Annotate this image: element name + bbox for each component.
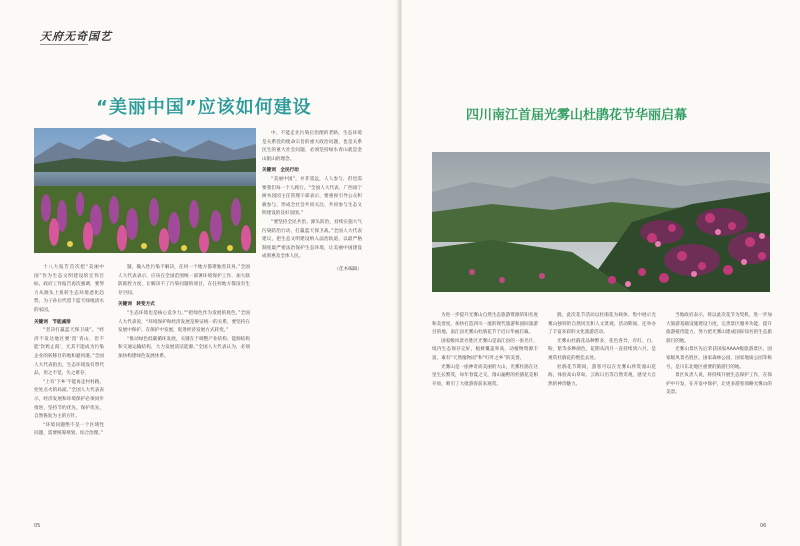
paragraph: 国家级风景名胜区光雾山是南江县的一张名片，境内生态保存完好，植被覆盖率高，动植物资源丰富，素有“天然植物园”和“红叶之乡”的美誉。 bbox=[432, 338, 538, 361]
paragraph: “生态环境也是核心竞争力。”“把绿色作为发展的底色，”全国人大代表说，“环境保护和经济发展是辩证统一的关系，要坚持在发展中保护、在保护中发展，促进经济发展方式转变。” bbox=[118, 310, 250, 334]
azalea-mountain-photo-icon bbox=[432, 152, 770, 292]
right-col-1 bbox=[432, 312, 538, 516]
paragraph: 题，输入性污染不解决，任何一个地方都难独善其身。”全国人大代表表示，应该在全国范围统一部署环境保护工作，加大联防联控力度，让解决不了污染问题的项目，在任何地方都没有生存空间。 bbox=[118, 265, 250, 296]
paragraph: 当地政府表示，将以此次花节为契机，进一步加大旅游基础设施建设力度，完善景区服务功能，提升旅游接待能力，努力把光雾山建成国际知名的生态旅游目的地。 bbox=[666, 313, 772, 344]
paragraph: 杜鹃花节期间，游客可以在光雾山欣赏漫山花海，体验高山草甸、云海日出等自然奇观，感受大自然的神奇魅力。 bbox=[548, 364, 656, 387]
paragraph: 中，不能走先污染后治理的老路，生态环境是关系党的使命宗旨的重大政治问题，也是关系民生的重大社会问题，必须坚持绿水青山就是金山银山的理念。 bbox=[262, 131, 362, 162]
left-col-3 bbox=[262, 130, 362, 516]
right-page bbox=[402, 0, 800, 546]
paragraph: 光雾山是一座神奇而美丽的大山，光雾杜鹃在这里生长繁茂，每年春夏之交，漫山遍野的杜鹃花竞相开放，吸引了大批游客前来观赏。 bbox=[432, 364, 538, 387]
photo-mountain-flowers bbox=[34, 128, 256, 253]
paragraph: “推动绿色低碳循环发展，关键在于调整产业结构、能源结构和交通运输结构，大力发展清洁能源。”全国人大代表认为，必须加快构建绿色发展体系。 bbox=[118, 336, 250, 359]
paragraph: 鹃，此次花节活动以杜鹃花为载体，集中展示光雾山独特的自然风光和人文景观，活动期间，还举办了丰富多彩的文化旅游活动。 bbox=[548, 313, 656, 336]
author-credit: （佳木编辑） bbox=[334, 266, 362, 272]
paragraph: “环境问题绝不是一个区域性问题，需要统筹规划、综合治理。” bbox=[34, 422, 104, 437]
paragraph: 景区负责人说，将持续开展生态保护工作，在保护中开发，在开发中保护，让更多游客领略光雾山的美景。 bbox=[666, 373, 772, 396]
left-col-2 bbox=[118, 264, 250, 516]
paragraph: 光雾山杜鹃花品种繁多，花色各异，有红、白、粉、紫等多种颜色，花期从四月一直持续到六月，是观赏杜鹃花的绝佳去处。 bbox=[548, 338, 656, 361]
right-col-2 bbox=[548, 312, 656, 516]
masthead-rule bbox=[40, 44, 88, 45]
paragraph: “上有‘下乡’不能再走村村路，处处点火的局面。”全国人大代表表示，经济发展和环境保护必须同步推进，坚持节约优先、保护优先、自然恢复为主的方针。 bbox=[34, 379, 104, 420]
keyword-heading: 关键词 节能减排 bbox=[34, 319, 71, 325]
paragraph: 十八大报告首次把“美丽中国”作为生态文明建设的宏伟目标，政府工作报告再次强调，要努力从源头上扭转生态环境恶化趋势，为子孙后代留下蓝天绿地清水的家园。 bbox=[34, 265, 104, 313]
headline-azalea-festival: 四川南江首届光雾山杜鹃花节华丽启幕 bbox=[466, 108, 688, 123]
paragraph: “坚决打赢蓝天保卫战”。“经济不发达地区要‘留’青山，但不能‘饮鸩止渴’，尤其不能成为污染企业的转移目的地和避风港。”全国人大代表指出，生态环境没有替代品，用之不觉，失之难存。 bbox=[34, 328, 104, 377]
right-col-3 bbox=[666, 312, 772, 516]
paragraph: 光雾山景区先后荣获国家AAAA级旅游景区、国家级风景名胜区、国家森林公园、国家地质公园等称号，是川东北地区重要的旅游目的地。 bbox=[666, 347, 772, 370]
left-col-1 bbox=[34, 264, 104, 516]
masthead-logo: 天府无奇国艺 bbox=[40, 30, 112, 43]
headline-beautiful-china: “美丽中国”应该如何建设 bbox=[96, 97, 312, 118]
mountain-flower-photo-icon bbox=[34, 128, 256, 253]
page-number-left: 05 bbox=[34, 523, 41, 529]
keyword-heading: 关键词 全民行动 bbox=[262, 168, 299, 174]
keyword-heading: 关键词 转变方式 bbox=[118, 302, 155, 308]
paragraph: “美丽中国”，并非遥远，人人参与，但也需要我们每一个人践行。“全国人大代表、广西南宁树木园园主任管理干部表示，要重视引导公众积极参与，形成全社会共同关注、共同参与生态文明建设的良好氛围。” bbox=[262, 176, 362, 217]
left-page bbox=[0, 0, 398, 546]
page-number-right: 06 bbox=[760, 523, 767, 529]
photo-azalea-mountain bbox=[432, 152, 770, 292]
paragraph: “要坚持全民共治、源头防治，持续实施大气污染防治行动，打赢蓝天保卫战。”全国人大代表建议，把生态文明建设纳入法治轨道，以最严格制度最严密法治保护生态环境，让美丽中国建设成果惠及全体人民。 bbox=[262, 219, 362, 260]
paragraph: 为进一步提升光雾山自然生态旅游资源的知名度和美誉度，加快打造四川一流的现代旅游和国际旅游目的地，南江县光雾山杜鹃花节于近日华丽启幕。 bbox=[432, 313, 538, 336]
